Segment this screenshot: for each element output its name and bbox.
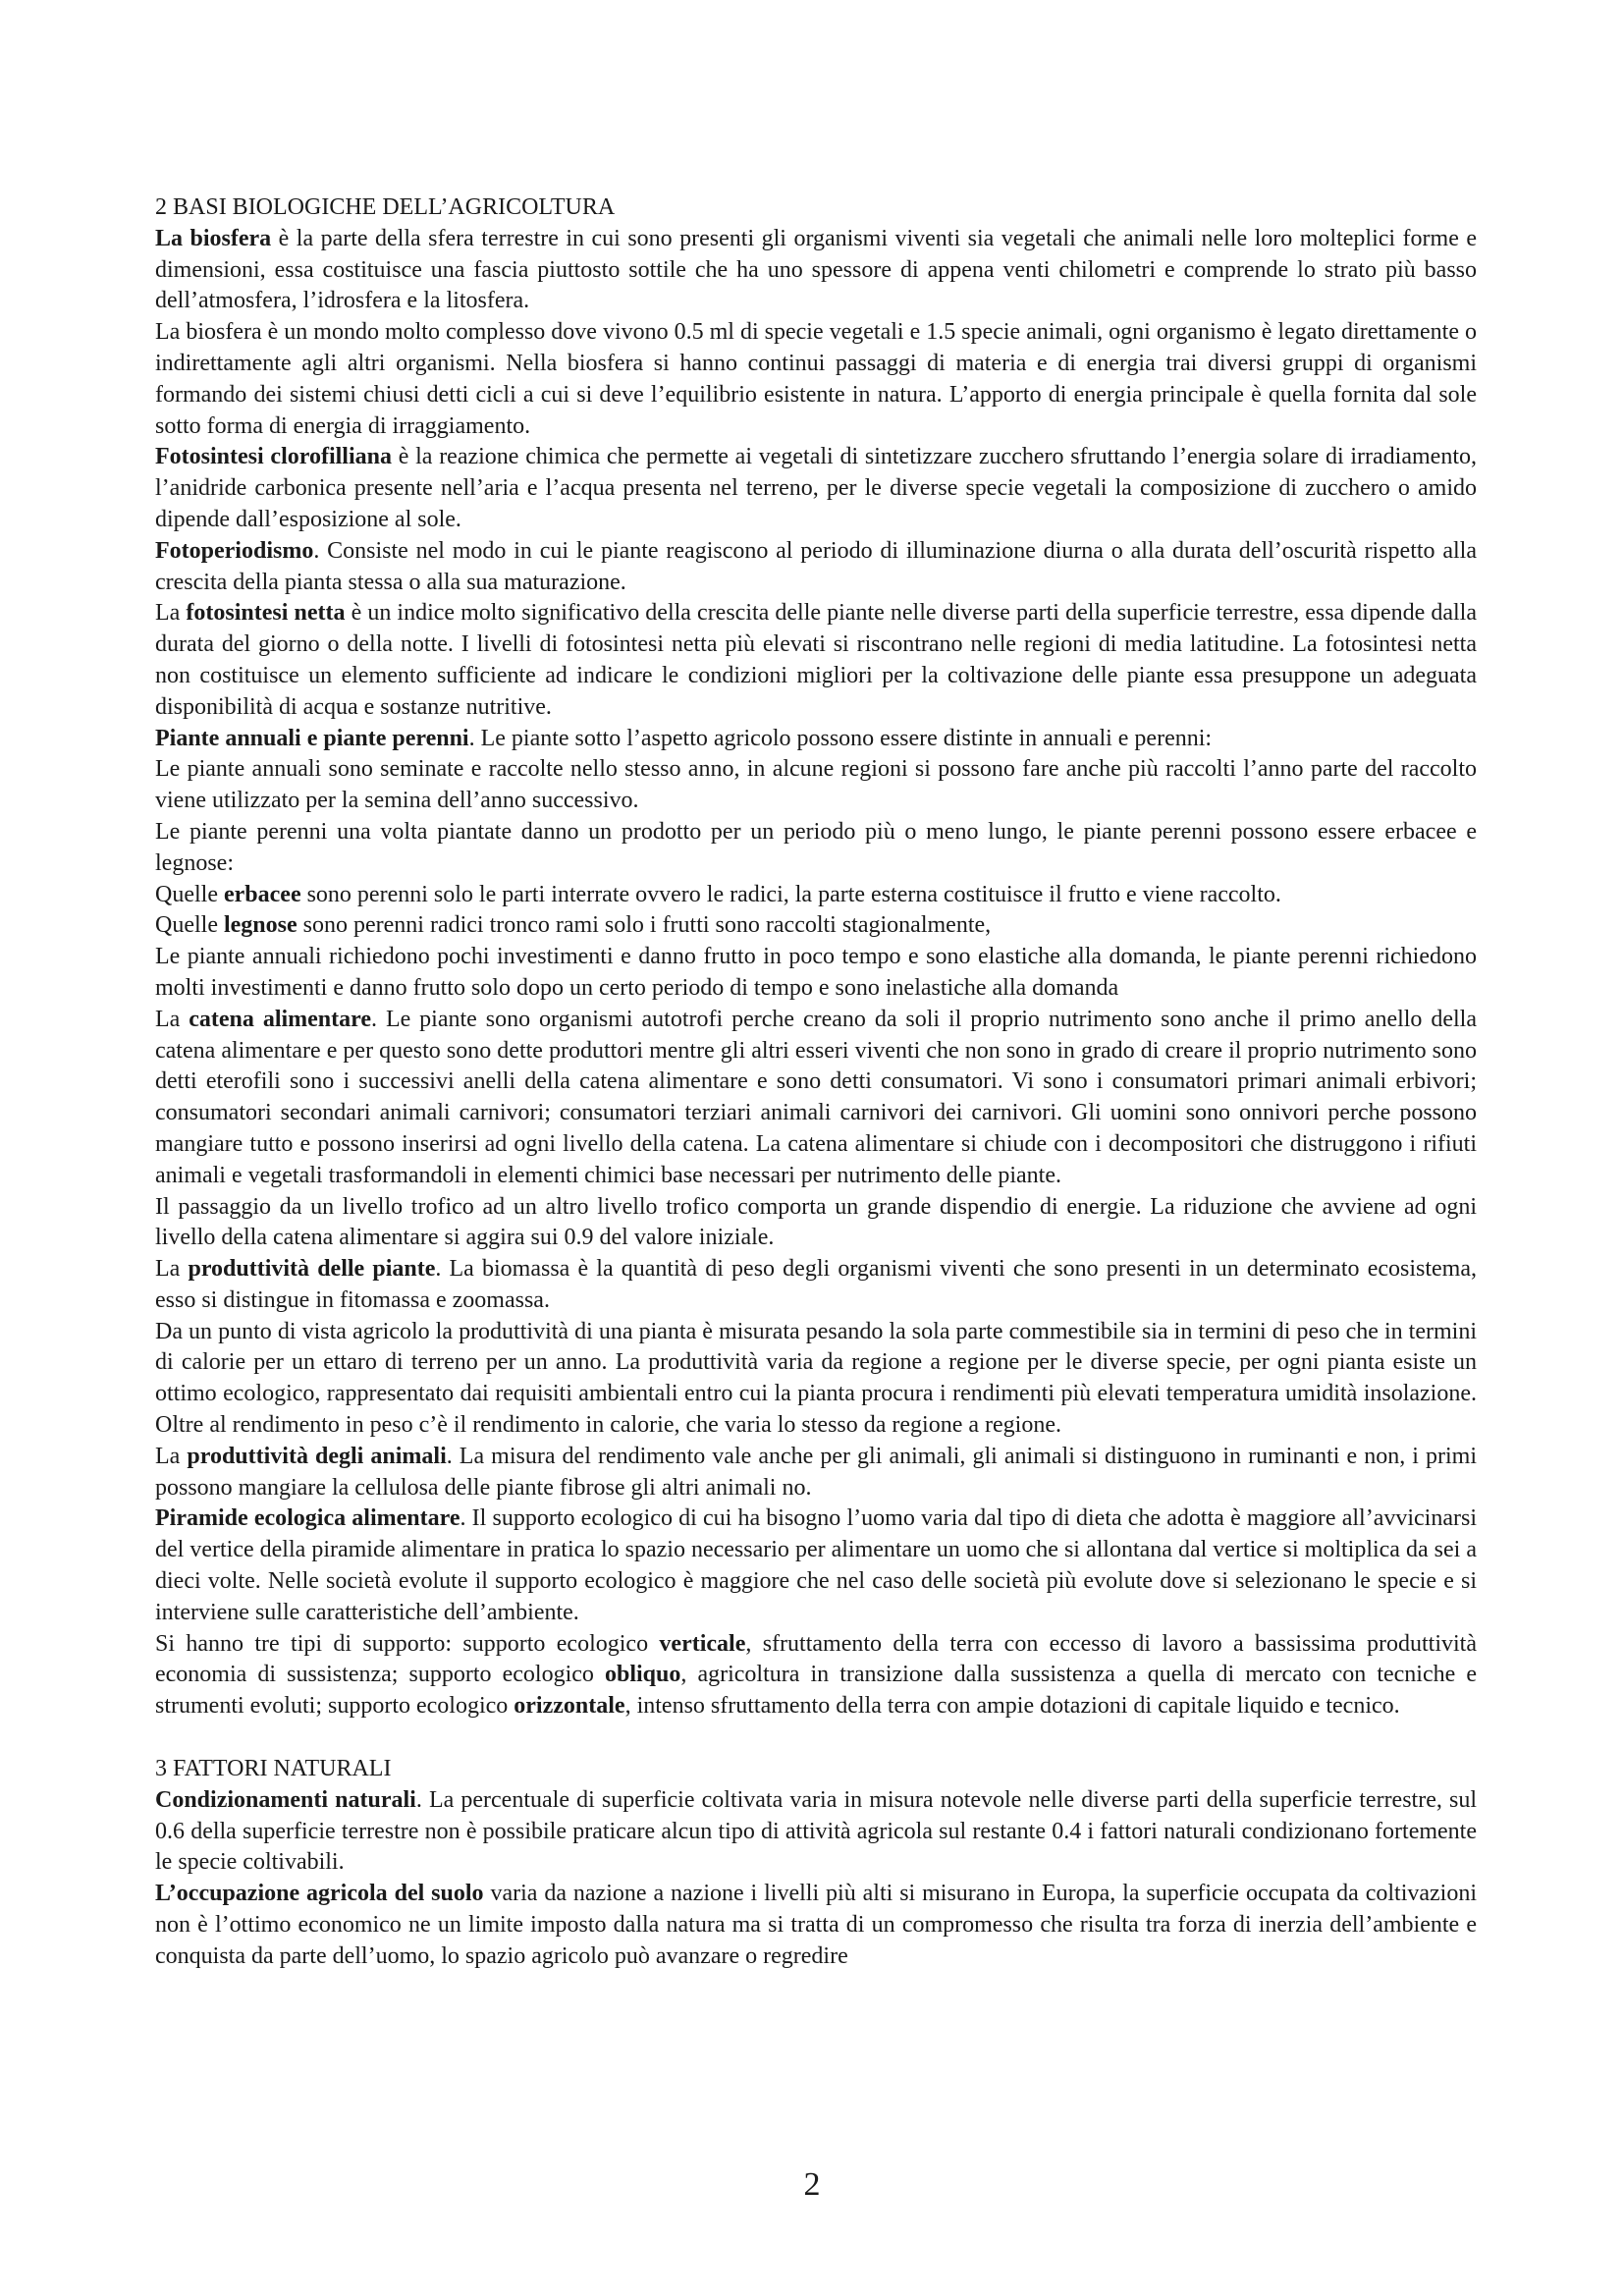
section-2-heading: 2 BASI BIOLOGICHE DELL’AGRICOLTURA — [155, 194, 616, 220]
paragraph-investimenti: Le piante annuali richiedono pochi investimenti e danno frutto in poco tempo e sono elastiche alla domanda, le piante perenni richiedono molti investimenti e danno frutto solo dopo un certo periodo di tempo e sono inelastiche alla domanda — [155, 944, 1477, 1001]
paragraph-piante-perenni: Le piante perenni una volta piantate danno un prodotto per un periodo più o meno lungo, le piante perenni possono essere erbacee e legnose: — [155, 818, 1477, 876]
paragraph-fotosintesi-netta: La fotosintesi netta è un indice molto significativo della crescita delle piante nelle diverse parti della superficie terrestre, essa dipende dalla durata del giorno o della notte. I livelli di fotosintesi netta più elevati si riscontrano nelle regioni di media latitudine. La fotosintesi netta non costituisce un elemento sufficiente ad indicare le condizioni migliori per la coltivazione delle piante essa presuppone un adeguata disponibilità di acqua e sostanze nutritive. — [155, 600, 1477, 720]
paragraph-fotoperiodismo: Fotoperiodismo. Consiste nel modo in cui le piante reagiscono al periodo di illuminazione diurna o alla durata dell’oscurità rispetto alla crescita della pianta stessa o alla sua maturazione. — [155, 537, 1477, 595]
paragraph-piante-annuali-perenni: Piante annuali e piante perenni. Le piante sotto l’aspetto agricolo possono essere distinte in annuali e perenni: — [155, 725, 1213, 751]
section-3-heading: 3 FATTORI NATURALI — [155, 1756, 392, 1782]
paragraph-catena-alimentare: La catena alimentare. Le piante sono organismi autotrofi perche creano da soli il proprio nutrimento sono anche il primo anello della catena alimentare e per questo sono dette produttori mentre gli altri esseri viventi che non sono in grado di creare il proprio nutrimento sono detti eterofili sono i successivi anelli della catena alimentare e sono detti consumatori. Vi sono i consumatori primari animali erbivori; consumatori secondari animali carnivori; consumatori terziari animali carnivori dei carnivori. Gli uomini sono onnivori perche possono mangiare tutto e possono inserirsi ad ogni livello della catena. La catena alimentare si chiude con i decompositori che distruggono i rifiuti animali e vegetali trasformandoli in elementi chimici base necessari per nutrimento delle piante. — [155, 1006, 1477, 1188]
paragraph-biosfera-complessita: La biosfera è un mondo molto complesso dove vivono 0.5 ml di specie vegetali e 1.5 specie animali, ogni organismo è legato direttamente o indirettamente agli altri organismi. Nella biosfera si hanno continui passaggi di materia e di energia trai diversi gruppi di organismi formando dei sistemi chiusi detti cicli a cui si deve l’equilibrio esistente in natura. L’apporto di energia principale è quella fornita dal sole sotto forma di energia di irraggiamento. — [155, 319, 1477, 439]
paragraph-legnose: Quelle legnose sono perenni radici tronco rami solo i frutti sono raccolti stagionalmente, — [155, 912, 992, 939]
document-body — [155, 192, 1477, 1973]
paragraph-produttivita-agricola: Da un punto di vista agricolo la produttività di una pianta è misurata pesando la sola parte commestibile sia in termini di peso che in termini di calorie per un ettaro di terreno per un anno. La produttività varia da regione a regione per le diverse specie, per ogni pianta esiste un ottimo ecologico, rappresentato dai requisiti ambientali entro cui la pianta procura i rendimenti più elevati temperatura umidità insolazione. Oltre al rendimento in peso c’è il rendimento in calorie, che varia lo stesso da regione a regione. — [155, 1318, 1477, 1439]
paragraph-condizionamenti-naturali: Condizionamenti naturali. La percentuale di superficie coltivata varia in misura notevole nelle diverse parti della superficie terrestre, sul 0.6 della superficie terrestre non è possibile praticare alcun tipo di attività agricola sul restante 0.4 i fattori naturali condizionano fortemente le specie coltivabili. — [155, 1786, 1477, 1876]
page-number: 2 — [803, 2166, 821, 2203]
paragraph-livello-trofico: Il passaggio da un livello trofico ad un altro livello trofico comporta un grande dispendio di energie. La riduzione che avviene ad ogni livello della catena alimentare si aggira sui 0.9 del valore iniziale. — [155, 1193, 1477, 1251]
paragraph-piramide-ecologica: Piramide ecologica alimentare. Il supporto ecologico di cui ha bisogno l’uomo varia dal tipo di dieta che adotta è maggiore all’avvicinarsi del vertice della piramide alimentare in pratica lo spazio necessario per alimentare un uomo che si allontana dal vertice si moltiplica da sei a dieci volte. Nelle società evolute il supporto ecologico è maggiore che nel caso delle società più evolute dove si selezionano le specie e si interviene sulle caratteristiche dell’ambiente. — [155, 1505, 1477, 1625]
paragraph-occupazione-agricola: L’occupazione agricola del suolo varia da nazione a nazione i livelli più alti si misurano in Europa, la superficie occupata da coltivazioni non è l’ottimo economico ne un limite imposto dalla natura ma si tratta di un compromesso che risulta tra forza di inerzia dell’ambiente e conquista da parte dell’uomo, lo spazio agricolo può avanzare o regredire — [155, 1881, 1477, 1969]
section-gap — [155, 1722, 1477, 1754]
paragraph-biosfera: La biosfera è la parte della sfera terrestre in cui sono presenti gli organismi viventi sia vegetali che animali nelle loro molteplici forme e dimensioni, essa costituisce una fascia piuttosto sottile che ha uno spessore di appena venti chilometri e comprende lo strato più basso dell’atmosfera, l’idrosfera e la litosfera. — [155, 225, 1477, 314]
paragraph-erbacee: Quelle erbacee sono perenni solo le parti interrate ovvero le radici, la parte esterna costituisce il frutto e viene raccolto. — [155, 881, 1281, 907]
paragraph-tipi-supporto: Si hanno tre tipi di supporto: supporto ecologico verticale, sfruttamento della terra con eccesso di lavoro a bassissima produttività economia di sussistenza; supporto ecologico obliquo, agricoltura in transizione dalla sussistenza a quella di mercato con tecniche e strumenti evoluti; supporto ecologico orizzontale, intenso sfruttamento della terra con ampie dotazioni di capitale liquido e tecnico. — [155, 1630, 1477, 1720]
paragraph-produttivita-piante: La produttività delle piante. La biomassa è la quantità di peso degli organismi viventi che sono presenti in un determinato ecosistema, esso si distingue in fitomassa e zoomassa. — [155, 1256, 1477, 1313]
paragraph-fotosintesi-clorofilliana: Fotosintesi clorofilliana è la reazione chimica che permette ai vegetali di sintetizzare zucchero sfruttando l’energia solare di irradiamento, l’anidride carbonica presente nell’aria e l’acqua presenta nel terreno, per le diverse specie vegetali la composizione di zucchero o amido dipende dall’esposizione al sole. — [155, 444, 1477, 532]
paragraph-piante-annuali: Le piante annuali sono seminate e raccolte nello stesso anno, in alcune regioni si possono fare anche più raccolti l’anno parte del raccolto viene utilizzato per la semina dell’anno successivo. — [155, 756, 1477, 814]
paragraph-produttivita-animali: La produttività degli animali. La misura del rendimento vale anche per gli animali, gli animali si distinguono in ruminanti e non, i primi possono mangiare la cellulosa delle piante fibrose gli altri animali no. — [155, 1443, 1477, 1501]
